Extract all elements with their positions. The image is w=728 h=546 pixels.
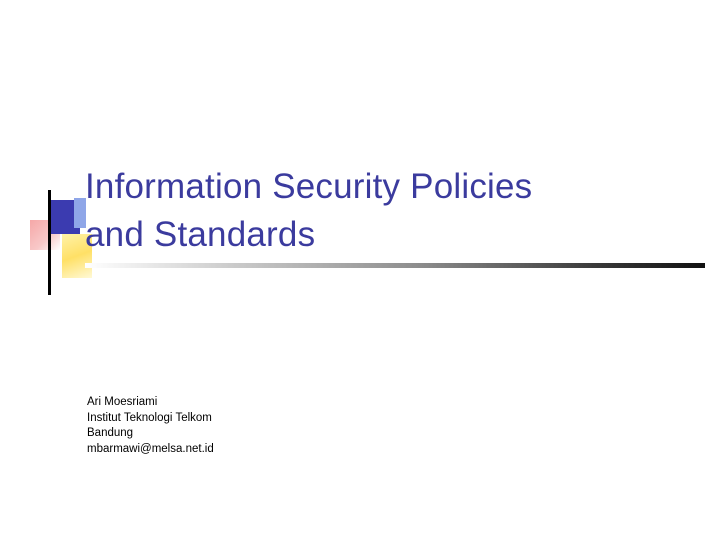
author-institution: Institut Teknologi Telkom: [87, 411, 212, 424]
page-title-line-1: Information Security Policies: [85, 167, 533, 207]
author-block: [87, 395, 214, 457]
author-name: Ari Moesriami: [87, 396, 158, 408]
page-title-line-2: and Standards: [85, 215, 316, 255]
title-divider-rule: [85, 263, 705, 268]
author-email-link[interactable]: mbarmawi@melsa.net.id: [87, 442, 214, 455]
author-city: Bandung: [87, 427, 134, 439]
logo-vertical-bar: [48, 190, 51, 295]
page-title: [85, 163, 685, 259]
